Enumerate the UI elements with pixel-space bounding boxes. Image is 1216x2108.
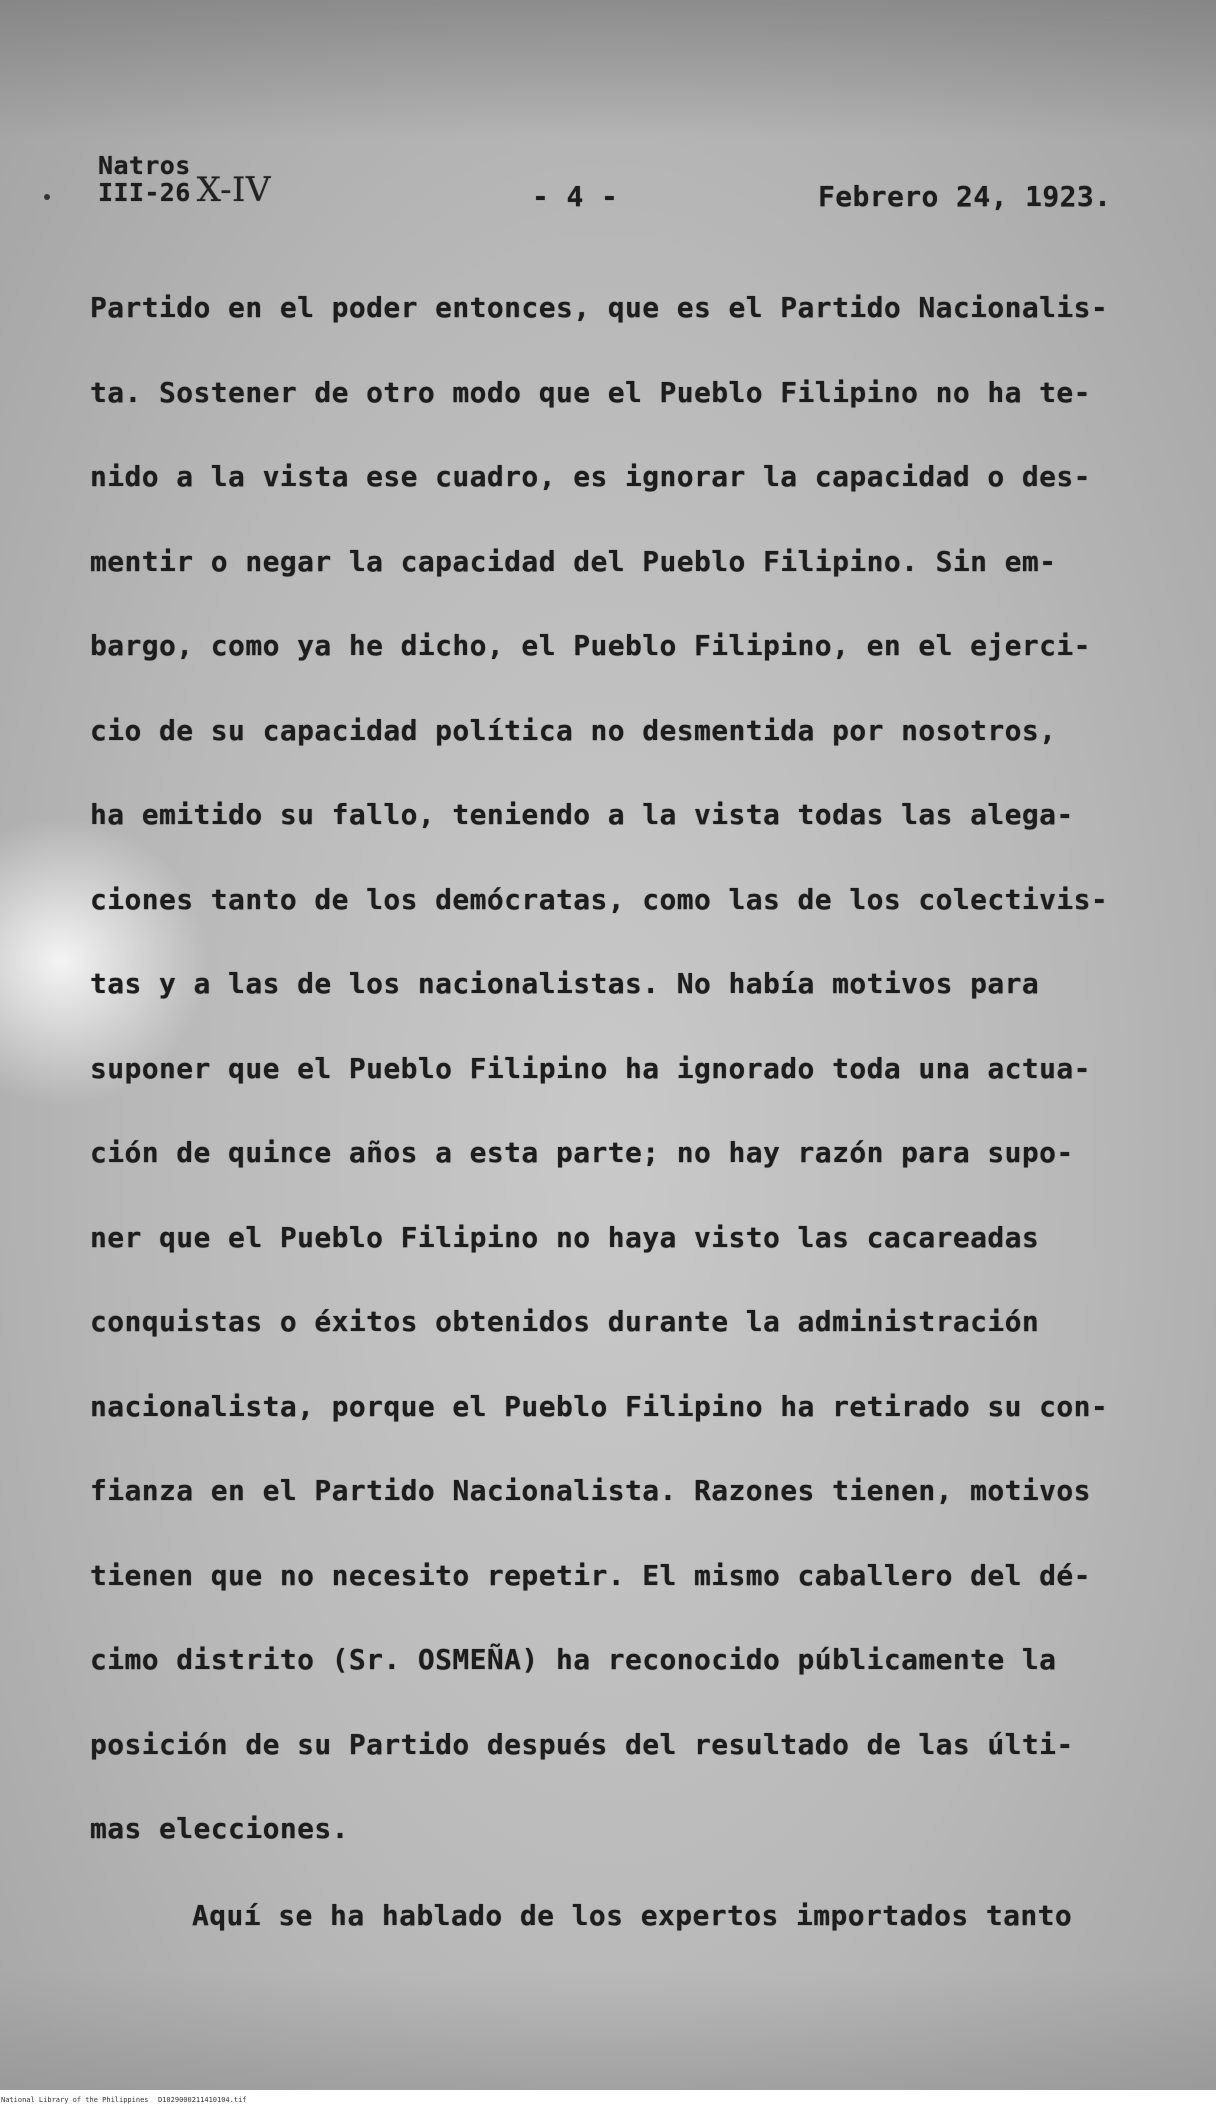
text-line: mas elecciones. xyxy=(90,1812,349,1845)
text-line: conquistas o éxitos obtenidos durante la administración xyxy=(90,1305,1040,1338)
text-line: cio de su capacidad política no desmentida por nosotros, xyxy=(90,713,1057,747)
text-line: suponer que el Pueblo Filipino ha ignorado toda una actua- xyxy=(90,1051,1091,1085)
header-ref-top: Natros xyxy=(98,151,191,180)
text-line-indented: Aquí se ha hablado de los expertos importados tanto xyxy=(192,1898,1073,1932)
text-line: bargo, como ya he dicho, el Pueblo Filipino, en el ejerci- xyxy=(90,629,1091,662)
footer-library: National Library of the Philippines xyxy=(1,2096,149,2104)
header-date: Febrero 24, 1923. xyxy=(818,180,1112,213)
footer-file-id: D1029000211410104.tif xyxy=(158,2096,247,2104)
text-line: tienen que no necesito repetir. El mismo caballero del dé- xyxy=(90,1558,1091,1592)
text-line: fianza en el Partido Nacionalista. Razones tienen, motivos xyxy=(90,1474,1091,1507)
text-line: posición de su Partido después del resultado de las últi- xyxy=(90,1727,1074,1761)
header-ref-code-row xyxy=(98,170,271,210)
text-line: nacionalista, porque el Pueblo Filipino ha retirado su con- xyxy=(90,1389,1109,1423)
text-line: Partido en el poder entonces, que es el Partido Nacionalis- xyxy=(90,291,1109,324)
text-line: nido a la vista ese cuadro, es ignorar la capacidad o des- xyxy=(90,460,1091,493)
page-header xyxy=(0,148,1216,228)
text-line: ciones tanto de los demócratas, como las de los colectivis- xyxy=(90,882,1109,916)
text-line: ner que el Pueblo Filipino no haya visto las cacareadas xyxy=(90,1220,1040,1254)
scan-footer xyxy=(0,2093,1216,2108)
typed-body-text xyxy=(90,278,1140,1970)
text-line: cimo distrito (Sr. OSMEÑA) ha reconocido públicamente la xyxy=(90,1643,1057,1676)
text-line: tas y a las de los nacionalistas. No había motivos para xyxy=(90,967,1040,1000)
text-line: ta. Sostener de otro modo que el Pueblo Filipino no ha te- xyxy=(90,375,1091,409)
text-line: ha emitido su fallo, teniendo a la vista todas las alega- xyxy=(90,798,1074,831)
header-reference xyxy=(98,151,271,210)
text-line: ción de quince años a esta parte; no hay razón para supo- xyxy=(90,1136,1074,1169)
handwritten-annotation: X-IV xyxy=(196,170,271,210)
text-line: mentir o negar la capacidad del Pueblo Filipino. Sin em- xyxy=(90,544,1057,578)
header-ref-code: III-26 xyxy=(98,178,191,207)
page-number: - 4 - xyxy=(532,180,619,213)
